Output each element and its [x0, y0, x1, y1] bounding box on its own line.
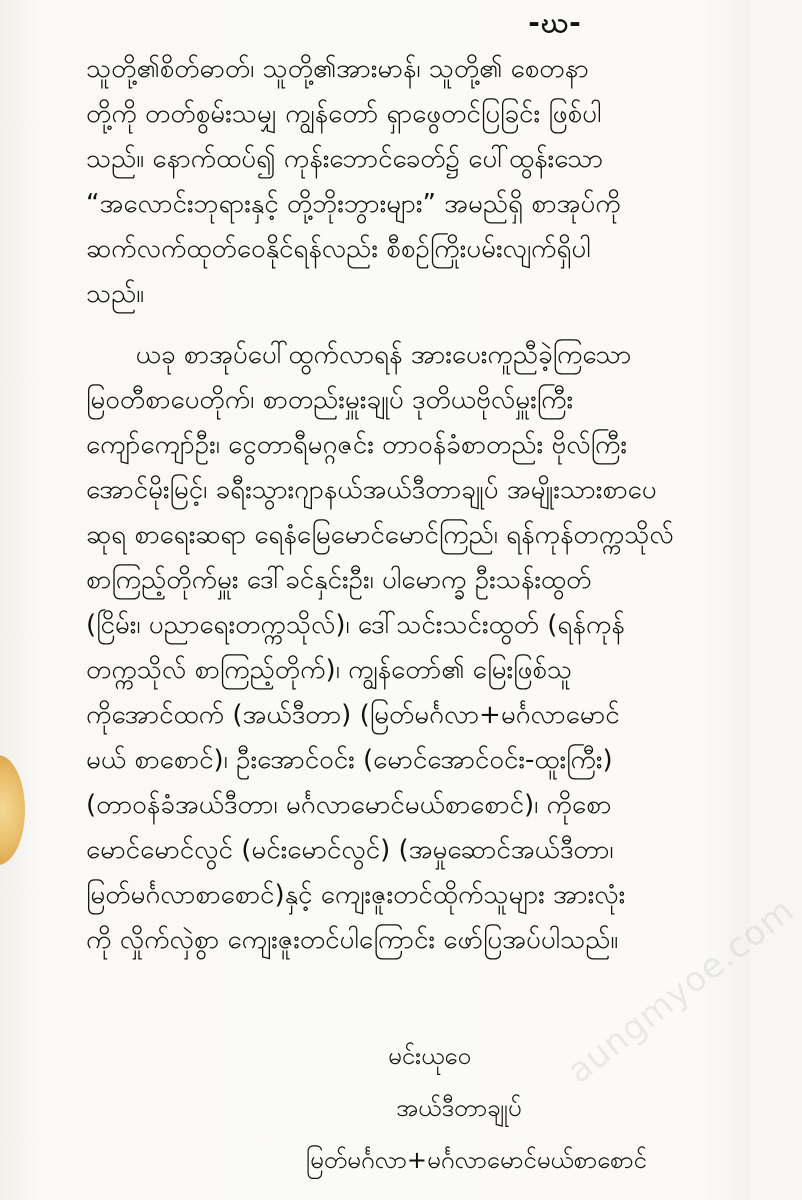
thumb-finger: [0, 755, 25, 865]
text-line: မြတ်မင်္ဂလာစာစောင်)နှင့် ကျေးဇူးတင်ထိုက်သူများ အားလုံး: [86, 880, 626, 910]
text-line: အောင်မိုးမြင့်၊ ခရီးသွားဂျာနယ်အယ်ဒီတာချုပ် အမျိုးသားစာပေ: [86, 475, 657, 505]
text-line: တို့ကို တတ်စွမ်းသမျှ ကျွန်တော် ရှာဖွေတင်ပြခြင်း ဖြစ်ပါ: [86, 99, 602, 129]
text-line: ဆက်လက်ထုတ်ဝေနိုင်ရန်လည်း စီစဉ်ကြိုးပမ်းလျက်ရှိပါ: [86, 234, 591, 264]
text-line: သူတို့၏စိတ်ဓာတ်၊ သူတို့၏အားမာန်၊ သူတို့၏ စေတနာ: [86, 54, 589, 84]
text-line: တက္ကသိုလ် စာကြည့်တိုက်)၊ ကျွန်တော်၏ မြေးဖြစ်သူ: [86, 655, 573, 685]
text-line: (တာဝန်ခံအယ်ဒီတာ၊ မင်္ဂလာမောင်မယ်စာစောင်)၊ ကိုစော: [86, 790, 612, 820]
paragraph-2: [86, 333, 726, 963]
text-line: “အလောင်းဘုရားနှင့် တို့ဘိုးဘွားများ” အမည်ရှိ စာအုပ်ကို: [86, 189, 621, 219]
text-line: သည်။: [86, 279, 145, 309]
text-line: သည်။ နောက်ထပ်၍ ကုန်းဘောင်ခေတ်၌ ပေါ်ထွန်းသော: [86, 144, 604, 174]
signature-name: မင်းယုဝေ: [388, 1042, 471, 1070]
paragraph-1: [86, 47, 726, 317]
text-line: ကိုအောင်ထက် (အယ်ဒီတာ) (မြတ်မင်္ဂလာ+မင်္ဂလာမောင်: [86, 700, 620, 730]
text-line: ယခု စာအုပ်ပေါ်ထွက်လာရန် အားပေးကူညီခဲ့ကြသော: [86, 340, 632, 370]
text-line: မယ် စာစောင်)၊ ဦးအောင်ဝင်း (မောင်အောင်ဝင်း-ထူးကြီး): [86, 745, 613, 775]
text-line: မြဝတီစာပေတိုက်၊ စာတည်းမှူးချုပ် ဒုတိယဗိုလ်မှူးကြီး: [86, 385, 574, 415]
page-number: -ဃ-: [528, 6, 582, 39]
text-line: (ငြိမ်း၊ ပညာရေးတက္ကသိုလ်)၊ ဒေါ်သင်းသင်းထွတ် (ရန်ကုန်: [86, 610, 625, 640]
signature-title: အယ်ဒီတာချုပ်: [396, 1094, 522, 1122]
signature-block: [306, 1030, 726, 1186]
text-line: ကျော်ကျော်ဦး၊ ငွေတာရီမဂ္ဂဇင်း တာဝန်ခံစာတည်း ဗိုလ်ကြီး: [86, 430, 628, 460]
text-line: စာကြည့်တိုက်မှူး ဒေါ်ခင်နှင်းဦး၊ ပါမောက္ခ ဦးသန်းထွတ်: [86, 565, 592, 595]
text-line: မောင်မောင်လွင် (မင်းမောင်လွင်) (အမှုဆောင်အယ်ဒီတာ၊: [86, 835, 614, 865]
text-line: ကို လှိုက်လှဲစွာ ကျေးဇူးတင်ပါကြောင်း ဖော်ပြအပ်ပါသည်။: [86, 925, 619, 955]
signature-organization: မြတ်မင်္ဂလာ+မင်္ဂလာမောင်မယ်စာစောင်: [306, 1146, 647, 1174]
text-line: ဆုရ စာရေးဆရာ ရေနံမြေမောင်မောင်ကြည်၊ ရန်ကုန်တက္ကသိုလ်: [86, 520, 674, 550]
watermark: aungmyoe.com: [560, 890, 802, 1092]
